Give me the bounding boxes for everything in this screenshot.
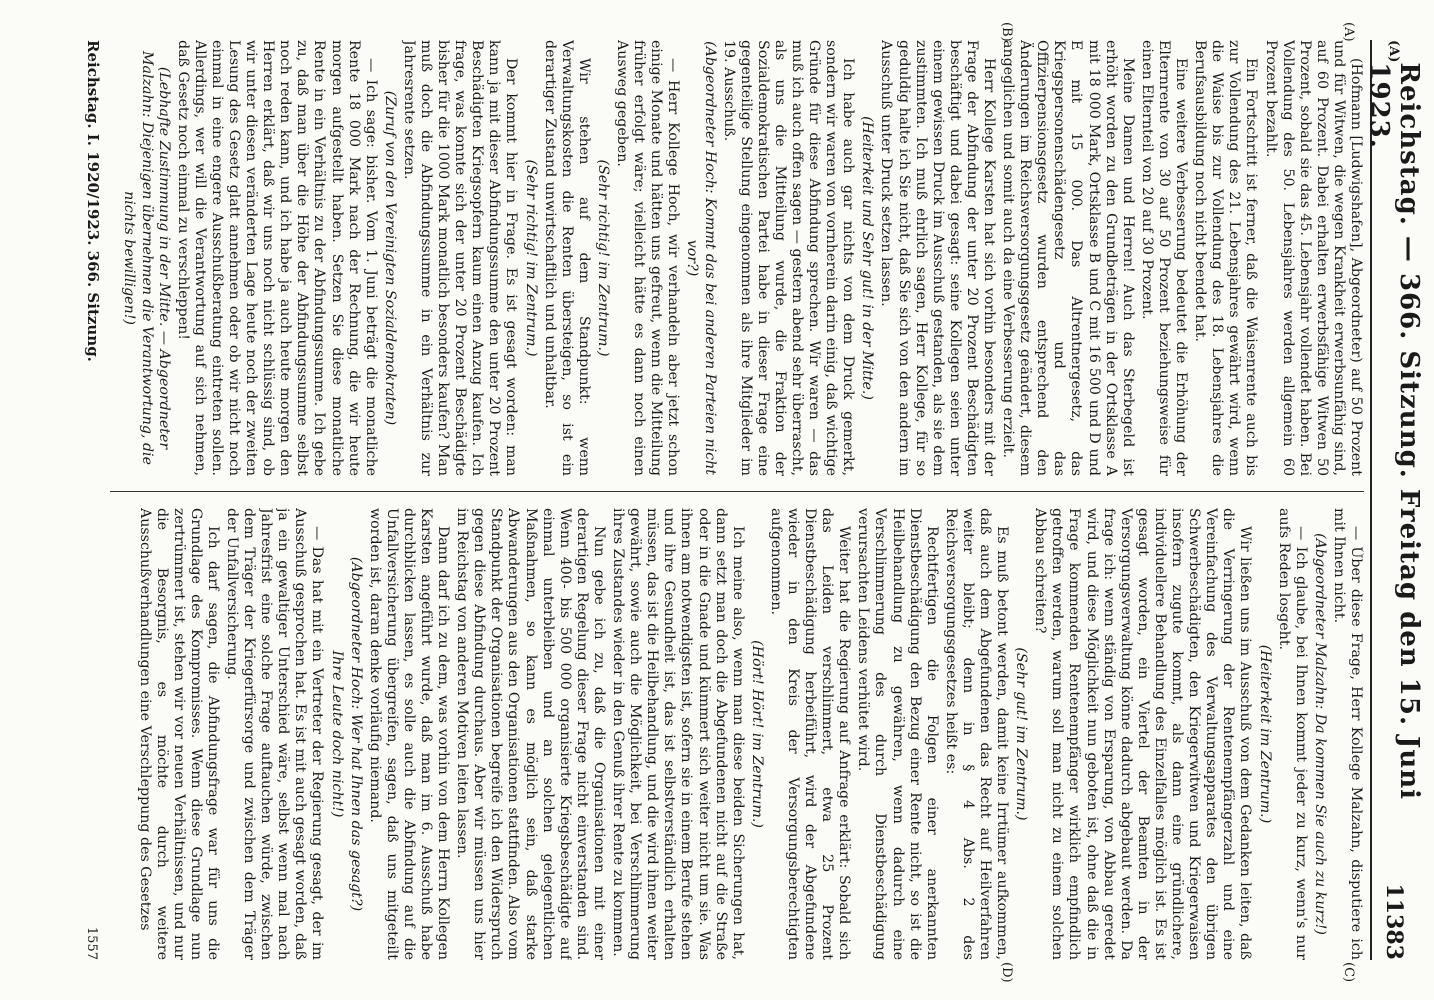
page-title: Reichstag. — 366. Sitzung. Freitag den 15. Juni 1923. — [1364, 62, 1424, 801]
interjection: (Sehr richtig! im Zentrum.) — [594, 159, 611, 357]
right-column — [110, 508, 1364, 960]
left-column — [110, 40, 1364, 476]
footer-imprint: Reichstag. I. 1920/1923. 366. Sitzung. — [84, 40, 102, 362]
footer-page-number: 1557 — [84, 926, 99, 960]
speech-paragraph: Ein Fortschritt ist ferner, daß die Waisenrente auch bis zur Vollendung des 21. Lebensjahres gewährt wird, wenn die Waise bis zur Vollendung des 18. Lebensjahres die Berufsausbildung noch nicht beendet hat. — [1192, 40, 1260, 476]
interjection: (Abgeordneter Hoch: Kommt das bei anderen Parteien nicht vor?) — [684, 41, 718, 475]
speech-paragraph: (Hofmann [Ludwigshafen], Abgeordneter) auf 50 Prozent und für Witwen, die wegen Krankheit erwerbsunfähig sind, auf 60 Prozent. Dabei erhalten erwerbsfähige Witwen 50 Prozent, sobald sie das 45. Lebensjahr vollendet haben. Bei Vollendung des 50. Lebensjahres werden allgemein 60 Prozent bezahlt. — [1262, 40, 1364, 476]
speech-paragraph: Ich habe auch gar nichts von dem Druck gemerkt, sondern wir waren von vornherein darin einig, daß wichtige Gründe für diese Abfindung sprechen. Wir waren — das muß ich auch offen sagen — gestern abend sehr überrascht, als uns die Mitteilung wurde, die Fraktion der Sozialdemokratischen Partei habe in dieser Frage eine gegenteilige Stellung eingenommen als ihre Mitglieder im 19. Ausschuß. — [720, 40, 857, 476]
interjection: (Lebhafte Zustimmung in der Mitte. — Abgeordneter Malzahn: Diejenigen übernehmen die Verantwortung, die nichts bewilligen!) — [121, 51, 172, 465]
speech-paragraph: Dann darf ich zu dem, was vorhin von dem Herrn Kollegen Karsten angeführt wurde, daß man im 6. Ausschuß habe durchblicken lassen, es solle auch die Abfindung auf die Unfallversicherung übergreifen, sagen, daß uns mitgeteilt worden ist, daran denke vorläufig niemand. — [366, 508, 452, 960]
speech-paragraph: — Über diese Frage, Herr Kollege Malzahn, disputiere ich mit Ihnen nicht. — [1330, 508, 1364, 960]
margin-mark-b: (B) — [999, 22, 1014, 42]
speech-paragraph: Meine Damen und Herren! Auch das Sterbegeld ist erhöht worden zu den Grundbeträgen in der Ortsklasse A mit 18 000 Mark, Ortsklasse B und C mit 16 500 und D und E mit 15 000. Das Altrentnergesetz, das Kriegspersonenschädengesetz und das Offizierpensionsgesetz wurden entsprechend den Änderungen im Reichsversorgungsgesetz geändert, diesem angeglichen und somit auch da eine Verbesserung erzielt. — [1000, 40, 1136, 476]
interjection: (Sehr gut! im Zentrum.) — [1013, 647, 1030, 821]
speech-paragraph: Ich darf sagen, die Abfindungsfrage war für uns die Grundlage des Kompromisses. Wenn diese Grundlage nun zertrümmert ist, stehen wir vor neuen Verhältnissen, und nur die Besorgnis, es möchte durch weitere Ausschußverhandlungen eine Verschleppung des Gesetzes — [136, 508, 221, 960]
speech-paragraph: — Ich sage: bisher. Vom 1. Juni beträgt die monatliche Rente 18 000 Mark nach der Rechnung, die wir heute morgen aufgestellt haben. Setzen Sie diese monatliche Rente in ein Verhältnis zu der Abfindungssumme. Ich gebe zu, daß man über die Höhe der Abfindungssumme selbst noch reden kann, und ich habe ja auch heute morgen den Herren erklärt, daß wir uns noch nicht schlüssig sind, ob wir unter diesen veränderten Lage heute noch der zweiten Lesung des Gesetz glatt annehmen oder ob wir nicht noch einmal in eine engere Ausschußberatung eintreten sollen. Allerdings, wer will die Verantwortung auf sich nehmen, daß Gesetz noch einmal zu verschleppen! — [174, 40, 379, 476]
speech-paragraph: — Ich glaube, bei Ihnen kommt jeder zu kurz, wenn's nur aufs Reden losgeht. — [1275, 508, 1309, 960]
margin-mark-c: (C) — [1341, 962, 1356, 983]
interjection: (Sehr richtig! im Zentrum.) — [522, 159, 539, 357]
interjection: (Zuruf von den Vereinigten Sozialdemokraten) — [381, 90, 398, 426]
speech-paragraph: — Das hat mit ein Vertreter der Regierung gesagt, der im Ausschuß gesprochen hat. Es ist mit auch gesagt worden, daß ja ein gewaltiger Unterschied wäre, selbst wenn mal nach Jahresfrist eine solche Frage auftauchen würde, zwischen dem Träger der Kriegerfürsorge und zwischen dem Träger der Unfallversicherung. — [224, 508, 326, 960]
margin-mark-a: (A) — [1341, 22, 1356, 42]
interjection: (Heiterkeit und Sehr gut! in der Mitte.) — [859, 116, 876, 400]
speech-paragraph: Rechtfertigen die Folgen einer anerkannten Dienstbeschädigung den Bezug einer Rente nicht, so ist die Heilbehandlung zu gewähren, wenn dadurch eine Verschlimmerung des durch Dienstbeschädigung verursachten Leidens verhütet wird. — [855, 508, 940, 960]
page-number: 11383 — [1381, 883, 1407, 960]
column-divider — [110, 491, 1364, 492]
speech-paragraph: — Herr Kollege Hoch, wir verhandeln aber jetzt schon einige Monate und hätten uns gefreut, wenn die Mitteilung früher erfolgt wäre; vielleicht hätte es dann noch einen Ausweg gegeben. — [614, 40, 682, 476]
interjection: (Heiterkeit im Zentrum.) — [1256, 644, 1273, 824]
speech-paragraph: Herr Kollege Karsten hat sich vorhin besonders mit der Frage der Abfindung der unter 20 Prozent Beschädigten beschäftigt und dabei gesagt: seine Kollegen seien unter einem gewissen Druck im Ausschuß gestanden, als sie dem zustimmten. Ich muß ehrlich sagen, Herr Kollege, für so geduldig halte ich Sie nicht, daß Sie sich von den andern im Ausschuß unter Druck setzen lassen. — [878, 40, 998, 476]
interjection: (Hört! Hört! im Zentrum.) — [748, 640, 765, 828]
header-section-mark: (A) — [1386, 40, 1402, 63]
interjection: (Abgeordneter Hoch: Wer hat Ihnen das gesagt?) — [347, 556, 364, 912]
interjection: Ihre Leute doch nicht!) — [328, 650, 345, 818]
interjection: (Abgeordneter Malzahn: Da kommen Sie auch zu kurz!) — [1311, 533, 1328, 935]
speech-paragraph: Wir ließen uns im Ausschuß von dem Gedanken leiten, daß die Verringerung der Rentenempfängerzahl und eine Vereinfachung des Verwaltungsapparates den übrigen Schwerbeschädigten, den Kriegerwitwen und Kriegerwaisen insofern zugute kommt, als dann eine gründlichere, individuellere Behandlung des Einzelfalles möglich ist. Es ist gesagt worden, ein Viertel der Beamten in der Versorgungsverwaltung könne dadurch abgebaut werden. Da frage ich: wenn ständig von Ersparung, von Abbau geredet wird, und diese Möglichkeit nun geboten ist, ohne daß die in Frage kommenden Rentenempfänger wirklich empfindlich getroffen werden, warum soll man nicht zu einem solchen Abbau schreiten? — [1032, 508, 1254, 960]
speech-paragraph: Nun gebe ich zu, daß die Organisationen mit einer derartigen Regelung dieser Frage nicht einverstanden sind. Wenn 400- bis 500 000 organisierte Kriegsbeschädigte auf einmal unterbleiben und an solchen gelegentlichen Maßnahmen, so kann es möglich sein, daß starke Abwanderungen aus den Organisationen stattfinden. Also vom Standpunkt der Organisationen begreife ich den Widerspruch gegen diese Abfindung durchaus. Aber wir müssen uns hier im Reichstag von anderen Motiven leiten lassen. — [454, 508, 607, 960]
speech-paragraph: Ich meine also, wenn man diese beiden Sicherungen hat, dann setzt man doch die Abgefundenen nicht auf die Straße oder in die Gnade und kümmert sich weiter nicht um sie. Was ihnen am notwendigsten ist, sofern sie in einem Berufe stehen und ihre Gesundheit ist, das ist selbstverständlich erhalten müssen, das ist die Heilbehandlung, und die wird ihnen weiter gewährt, sowie auch die Möglichkeit, bei Verschlimmerung ihres Zustandes wieder in den Genuß ihrer Rente zu kommen. — [610, 508, 746, 960]
speech-paragraph: Weiter hat die Regierung auf Anfrage erklärt: Sobald sich das Leiden verschlimmert, etwa 25 Prozent Dienstbeschädigung herbeiführt, wird der Abgefundene wieder in den Kreis der Versorgungsberechtigten aufgenommen. — [767, 508, 853, 960]
page-header — [1364, 40, 1424, 960]
speech-paragraph: Eine weitere Verbesserung bedeutet die Erhöhung der Elternrente von 30 auf 50 Prozent beziehungsweise für einen Elternteil von 20 auf 30 Prozent. — [1138, 40, 1190, 476]
margin-mark-d: (D) — [999, 962, 1014, 983]
speech-paragraph: Es muß betont werden, damit keine Irrtümer aufkommen, daß auch dem Abgefundenen das Recht auf Heilverfahren weiter bleibt; denn in § 4 Abs. 2 des Reichsversorgungsgesetzes heißt es: — [942, 508, 1011, 960]
speech-paragraph: Wir stehen auf dem Standpunkt: wenn Verwaltungskosten die Renten übersteigen, so ist ein derartiger Zustand unwirtschaftlich und unhaltbar. — [541, 40, 592, 476]
speech-paragraph: Der kommt hier in Frage. Es ist gesagt worden: man kann ja mit dieser Abfindungssumme den unter 20 Prozent Beschädigten Kriegsopfern kaum einen Anzug kaufen. Ich frage, was konnte sich der unter 20 Prozent Beschädigte bisher für die 1000 Mark monatlich besonders kaufen? Man muß doch die Abfindungssumme in ein Verhältnis zur Jahresrente setzen. — [400, 40, 520, 476]
